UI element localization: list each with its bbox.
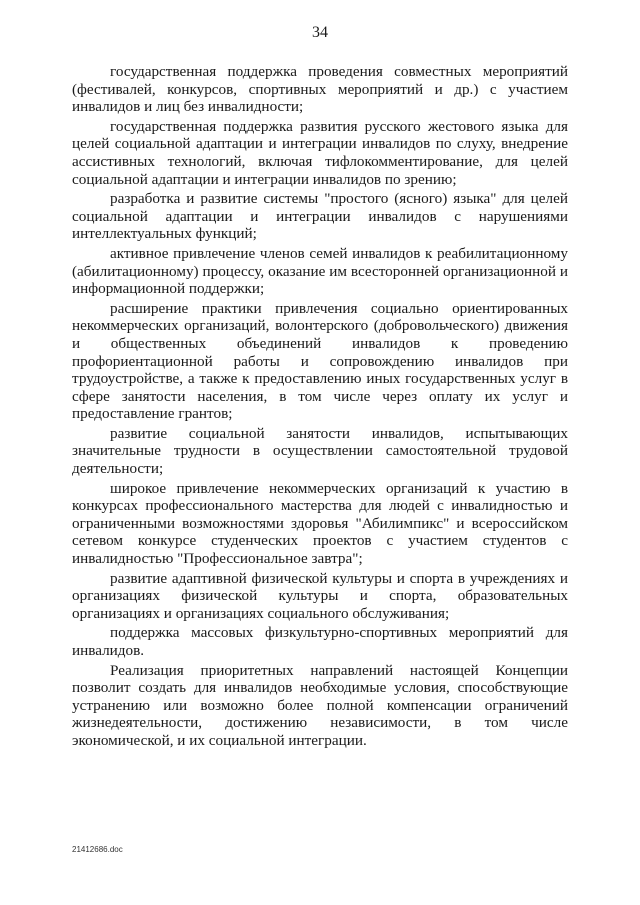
paragraph: развитие адаптивной физической культуры и спорта в учреждениях и организациях физической культуры и спорта, образовательных организациях и организациях социального обслуживания; bbox=[72, 569, 568, 622]
paragraph: поддержка массовых физкультурно-спортивных мероприятий для инвалидов. bbox=[72, 624, 568, 659]
paragraph: широкое привлечение некоммерческих организаций к участию в конкурсах профессионального мастерства для людей с инвалидностью и ограниченными возможностями здоровья "Абилимпикс" и всероссийском сетевом конкурсе студенческих проектов с участием студентов с инвалидностью "Профессиональное завтра"; bbox=[72, 479, 568, 568]
document-body bbox=[72, 63, 568, 750]
file-reference: 21412686.doc bbox=[72, 845, 123, 854]
paragraph: Реализация приоритетных направлений настоящей Концепции позволит создать для инвалидов необходимые условия, способствующие устранению или возможно более полной компенсации ограничений жизнедеятельности, достижению независимости, в том числе экономической, и их социальной интеграции. bbox=[72, 661, 568, 749]
paragraph: расширение практики привлечения социально ориентированных некоммерческих организаций, волонтерского (добровольческого) движения и общественных объединений инвалидов к проведению профориентационной работы и сопровождению инвалидов при трудоустройстве, а также к предоставлению иных государственных услуг в сфере занятости населения, в том числе через оплату их услуг и предоставление грантов; bbox=[72, 299, 568, 423]
paragraph: государственная поддержка развития русского жестового языка для целей социальной адаптации и интеграции инвалидов по слуху, внедрение ассистивных технологий, включая тифлокомментирование, для целей социальной адаптации и интеграции инвалидов по зрению; bbox=[72, 117, 568, 188]
paragraph: развитие социальной занятости инвалидов, испытывающих значительные трудности в осуществлении самостоятельной трудовой деятельности; bbox=[72, 424, 568, 478]
paragraph: разработка и развитие системы "простого (ясного) языка" для целей социальной адаптации и интеграции инвалидов с нарушениями интеллектуальных функций; bbox=[72, 190, 568, 243]
page-number: 34 bbox=[312, 24, 328, 41]
paragraph: государственная поддержка проведения совместных мероприятий (фестивалей, конкурсов, спортивных мероприятий и др.) с участием инвалидов и лиц без инвалидности; bbox=[72, 63, 568, 116]
paragraph: активное привлечение членов семей инвалидов к реабилитационному (абилитационному) процессу, оказание им всесторонней организационной и информационной поддержки; bbox=[72, 244, 568, 298]
